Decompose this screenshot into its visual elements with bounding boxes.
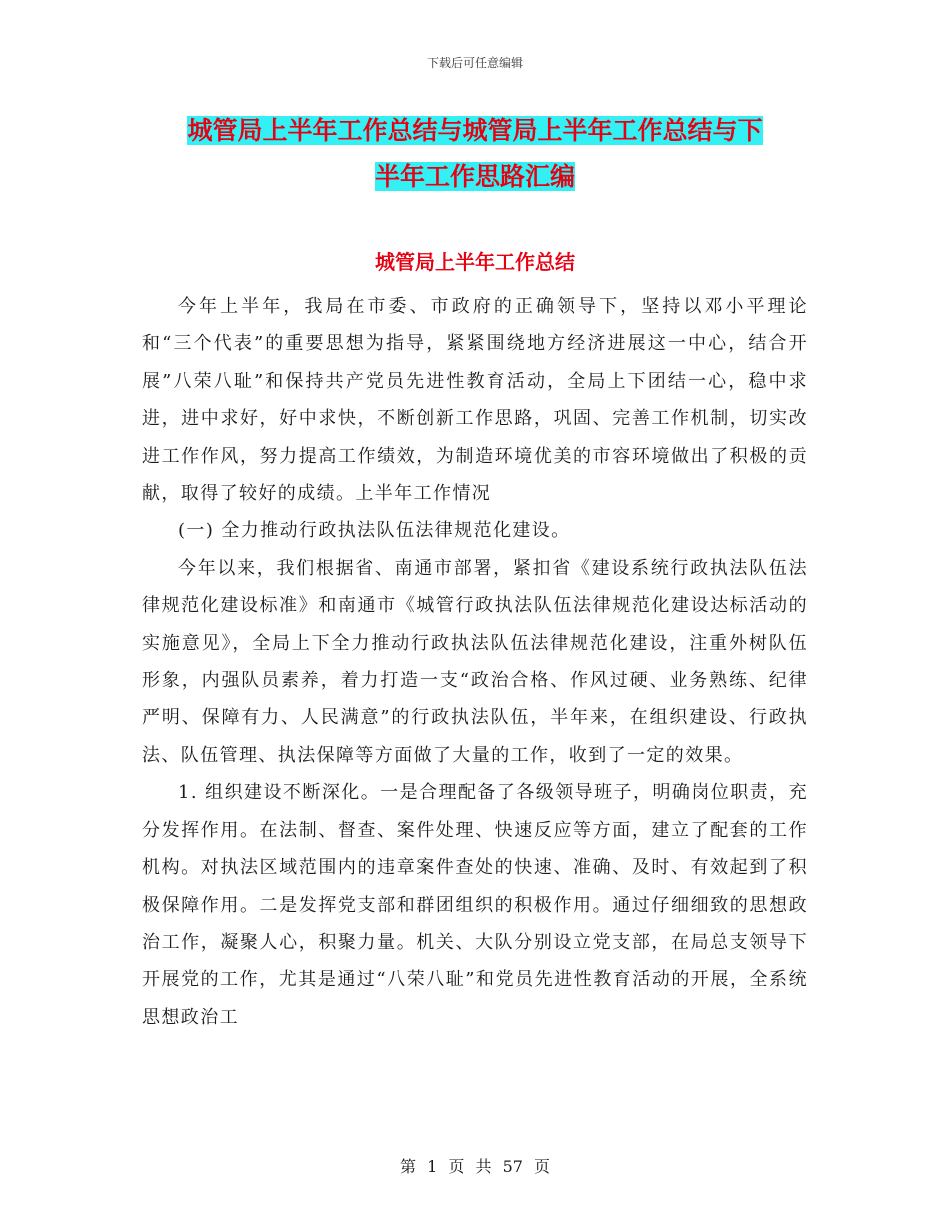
paragraph-organization: 1. 组织建设不断深化。一是合理配备了各级领导班子，明确岗位职责，充分发挥作用。在法制、督查、案件处理、快速反应等方面，建立了配套的工作机构。对执法区域范围内的违章案件查处的快速、准确、及时、有效起到了积极保障作用。二是发挥党支部和群团组织的积极作用。通过仔细细致的思想政治工作，凝聚人心，积聚力量。机关、大队分别设立党支部，在局总支领导下开展党的工作，尤其是通过“八荣八耻”和党员先进性教育活动的开展，全系统思想政治工 [142,782,808,1028]
footer-mid1: 页 [448,1157,465,1176]
title-line-2: 半年工作思路汇编 [374,162,575,191]
paragraph-intro: 今年上半年，我局在市委、市政府的正确领导下，坚持以邓小平理论和“三个代表”的重要思想为指导，紧紧围绕地方经济进展这一中心，结合开展”八荣八耻”和保持共产党员先进性教育活动，全局上下团结一心，稳中求进，进中求好，好中求快，不断创新工作思路，巩固、完善工作机制，切实改进工作作风，努力提高工作绩效，为制造环境优美的市容环境做出了积极的贡献，取得了较好的成绩。上半年工作情况 [142,296,808,505]
footer-suffix: 页 [534,1157,551,1176]
footer-page-number: 1 [427,1157,438,1176]
section-title: 城管局上半年工作总结 [375,250,575,274]
paragraph-subheading: (一) 全力推动行政执法队伍法律规范化建设。 [178,520,571,542]
footer-prefix: 第 [399,1157,416,1176]
document-body [142,288,808,1036]
page-footer [0,1154,950,1177]
paragraph-standardization: 今年以来，我们根据省、南通市部署，紧扣省《建设系统行政执法队伍法律规范化建设标准》和南通市《城管行政执法队伍法律规范化建设达标活动的实施意见》，全局上下全力推动行政执法队伍法律规范化建设，注重外树队伍形象，内强队员素养，着力打造一支“政治合格、作风过硬、业务熟练、纪律严明、保障有力、人民满意”的行政执法队伍，半年来，在组织建设、行政执法、队伍管理、执法保障等方面做了大量的工作，收到了一定的效果。 [142,557,808,766]
title-line-1: 城管局上半年工作总结与城管局上半年工作总结与下 [187,116,763,145]
document-title [130,108,820,200]
footer-total-pages: 57 [502,1157,523,1176]
header-note: 下载后可任意编辑 [426,56,523,70]
footer-mid2: 共 [475,1157,492,1176]
